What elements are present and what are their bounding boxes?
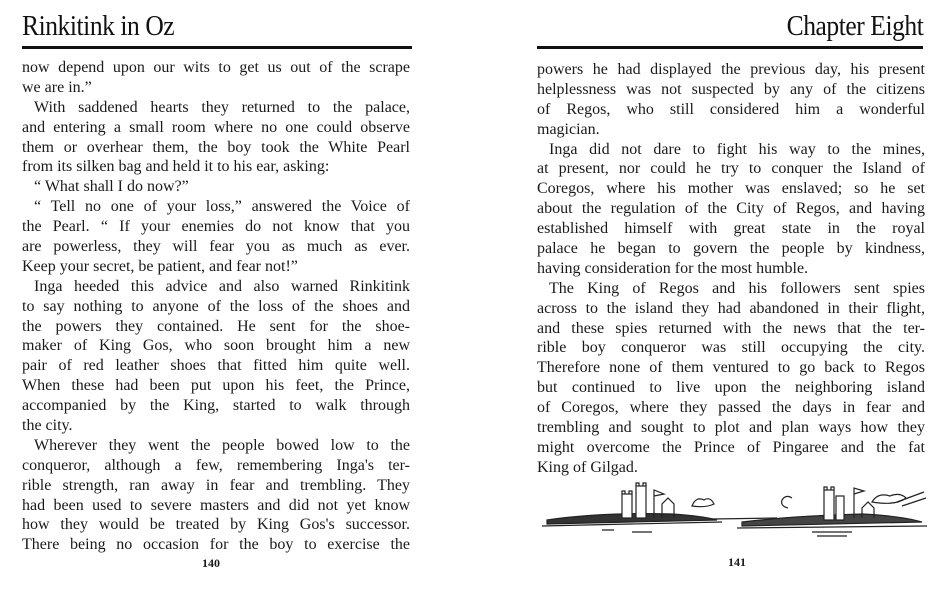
text-line: the city. [22,417,73,435]
castle-islands-illustration [542,482,927,542]
page-number: 141 [728,555,746,569]
header-rule [537,46,923,49]
body-text [22,58,410,555]
text-line: of Coregos, where they passed the days in fear and [537,399,925,417]
text-line: When these had been put upon his feet, the Prince, [22,377,410,395]
text-line: “ What shall I do now?” [34,178,189,196]
text-line: rible strength, ran away in fear and trembling. They [22,476,410,494]
text-line: established himself with great state in the royal [537,220,925,238]
text-line: to say nothing to anyone of the loss of the shoes and [22,297,410,315]
text-line: Coregos, where his mother was enslaved; so he set [537,180,925,198]
text-line: Keep your secret, be patient, and fear not!” [22,257,298,275]
text-line: about the regulation of the City of Regos, and having [537,200,925,218]
right-page [470,0,939,589]
text-line: the powers they contained. He sent for the shoe- [22,317,410,335]
text-line: With saddened hearts they returned to the palace, [34,98,410,116]
text-line: King of Gilgad. [537,458,638,476]
text-line: maker of King Gos, who soon brought him a new [22,337,410,355]
body-text [537,60,925,478]
text-line: of Regos, who still considered him a wonderful [537,100,925,118]
text-line: but continued to live upon the neighboring island [537,379,925,397]
text-line: There being no occasion for the boy to exercise the [22,536,410,554]
text-line: trembling and sought to plot and plan ways how they [537,419,925,437]
text-line: powers he had displayed the previous day, his present [537,61,925,78]
text-line: had been used to severe masters and did not yet know [22,496,410,514]
text-line: across to the island they had abandoned in their flight, [537,299,925,317]
text-line: and entering a small room where no one could observe [22,118,410,136]
running-head: Chapter Eight [786,10,923,42]
text-line: them or overhear them, the boy took the White Pearl [22,138,410,156]
text-line: “ Tell no one of your loss,” answered the Voice of [34,198,410,216]
text-line: the Pearl. “ If your enemies do not know that you [22,218,410,236]
text-line: might overcome the Prince of Pingaree and the fat [537,438,925,456]
text-line: having consideration for the most humble. [537,259,809,277]
header-rule [22,46,412,49]
text-line: we are in.” [22,78,92,96]
text-line: at present, nor could he try to conquer the Island of [537,160,925,178]
running-head: Rinkitink in Oz [22,10,175,42]
text-line: palace he began to govern the people by kindness, [537,240,925,258]
text-line: are powerless, they will fear you as much as ever. [22,238,410,256]
text-line: Inga did not dare to fight his way to the mines, [549,140,925,158]
text-line: Therefore none of them ventured to go back to Regos [537,359,925,377]
text-line: conqueror, although a few, remembering Inga's ter- [22,456,410,474]
text-line: now depend upon our wits to get us out of the scrape [22,59,410,76]
text-line: from its silken bag and held it to his ear, asking: [22,158,330,176]
text-line: pair of red leather shoes that fitted him quite well. [22,357,410,375]
text-line: accompanied by the King, started to walk through [22,397,410,415]
text-line: The King of Regos and his followers sent spies [549,279,925,297]
page-number: 140 [202,556,220,570]
text-line: how they would be treated by King Gos's successor. [22,516,410,534]
text-line: helplessness was not suspected by any of the citizens [537,80,925,98]
text-line: Wherever they went the people bowed low to the [34,436,410,454]
text-line: magician. [537,120,600,138]
text-line: and these spies returned with the news that the ter- [537,319,925,337]
text-line: Inga heeded this advice and also warned Rinkitink [34,277,410,295]
text-line: rible boy conqueror was still occupying the city. [537,339,925,357]
